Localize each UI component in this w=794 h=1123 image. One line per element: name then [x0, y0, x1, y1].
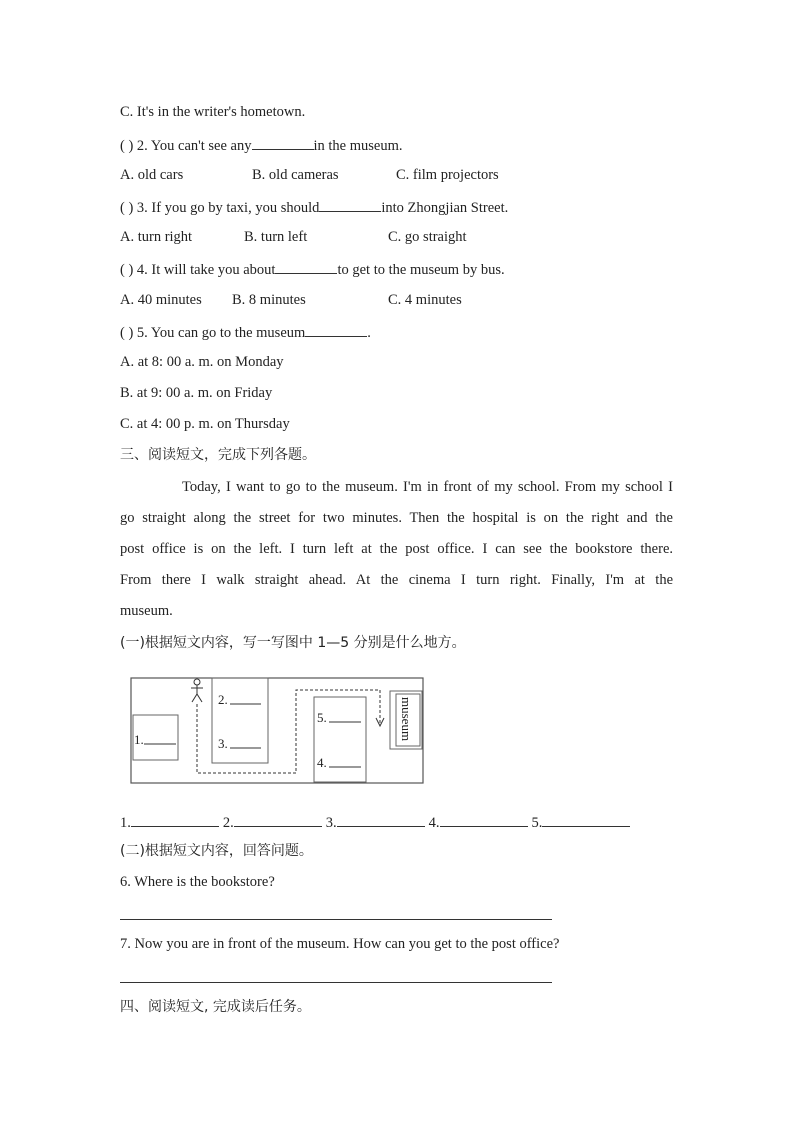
q5-option-c[interactable]: C. at 4: 00 p. m. on Thursday: [120, 416, 290, 432]
map-answer-row: 1. 2. 3. 4. 5.: [120, 812, 630, 832]
q5-option-b[interactable]: B. at 9: 00 a. m. on Friday: [120, 385, 273, 401]
answer-blank-3[interactable]: [337, 812, 425, 827]
fill-blank[interactable]: [275, 259, 337, 274]
q2-options: [120, 166, 499, 184]
museum-label: museum: [399, 697, 414, 742]
answer-paren[interactable]: ( ): [120, 138, 134, 154]
option-a[interactable]: A. 40 minutes: [120, 292, 202, 308]
passage-line: post office is on the left. I turn left at the post office. I can see the bookstore there.: [120, 541, 673, 557]
section3-heading: 三、阅读短文，完成下列各题。: [120, 447, 316, 463]
fill-blank[interactable]: [319, 197, 381, 212]
section4-heading: 四、阅读短文, 完成读后任务。: [120, 999, 311, 1015]
answer-blank-1[interactable]: [131, 812, 219, 827]
option-c[interactable]: C. film projectors: [396, 167, 499, 183]
option-c[interactable]: C. go straight: [388, 229, 467, 245]
q4-stem: ( ) 4. It will take you about to get to the museum by bus.: [120, 259, 505, 279]
option-b[interactable]: B. turn left: [244, 229, 308, 245]
passage-line: go straight along the street for two minutes. Then the hospital is on the right and the: [120, 510, 673, 526]
q4-options: [120, 291, 462, 309]
map-label-2: 2.: [218, 692, 228, 707]
q3-stem: ( ) 3. If you go by taxi, you should into Zhongjian Street.: [120, 197, 508, 217]
option-b[interactable]: B. old cameras: [252, 167, 339, 183]
map-label-1: 1.: [134, 732, 144, 747]
answer-paren[interactable]: ( ): [120, 262, 134, 278]
answer-paren[interactable]: ( ): [120, 200, 134, 216]
passage-line: museum.: [120, 603, 173, 619]
fill-blank[interactable]: [252, 135, 314, 150]
map-label-4: 4.: [317, 755, 327, 770]
q5-stem: ( ) 5. You can go to the museum .: [120, 322, 371, 342]
option-b[interactable]: B. 8 minutes: [232, 292, 306, 308]
person-icon: [191, 679, 203, 702]
part1-heading: (一)根据短文内容，写一写图中 1—5 分别是什么地方。: [120, 635, 466, 651]
answer-blank-2[interactable]: [234, 812, 322, 827]
option-a[interactable]: A. old cars: [120, 167, 184, 183]
passage-line: Today, I want to go to the museum. I'm in front of my school. From my school I: [182, 479, 673, 495]
answer-paren[interactable]: ( ): [120, 325, 134, 341]
map-label-3: 3.: [218, 736, 228, 751]
answer-blank-4[interactable]: [440, 812, 528, 827]
answer-blank-5[interactable]: [542, 812, 630, 827]
route-map: [130, 677, 426, 785]
answer-line-6[interactable]: [120, 919, 552, 920]
fill-blank[interactable]: [305, 322, 367, 337]
passage-line: From there I walk straight ahead. At the cinema I turn right. Finally, I'm at the: [120, 572, 673, 588]
q5-option-a[interactable]: A. at 8: 00 a. m. on Monday: [120, 354, 284, 370]
question-7: 7. Now you are in front of the museum. How can you get to the post office?: [120, 936, 560, 952]
option-c[interactable]: C. 4 minutes: [388, 292, 462, 308]
q3-options: [120, 228, 467, 246]
q2-stem: ( ) 2. You can't see any in the museum.: [120, 135, 403, 155]
answer-line-7[interactable]: [120, 982, 552, 983]
part2-heading: (二)根据短文内容，回答问题。: [120, 843, 313, 859]
question-6: 6. Where is the bookstore?: [120, 874, 275, 890]
map-label-5: 5.: [317, 710, 327, 725]
option-a[interactable]: A. turn right: [120, 229, 193, 245]
q1-option-c: C. It's in the writer's hometown.: [120, 104, 306, 120]
